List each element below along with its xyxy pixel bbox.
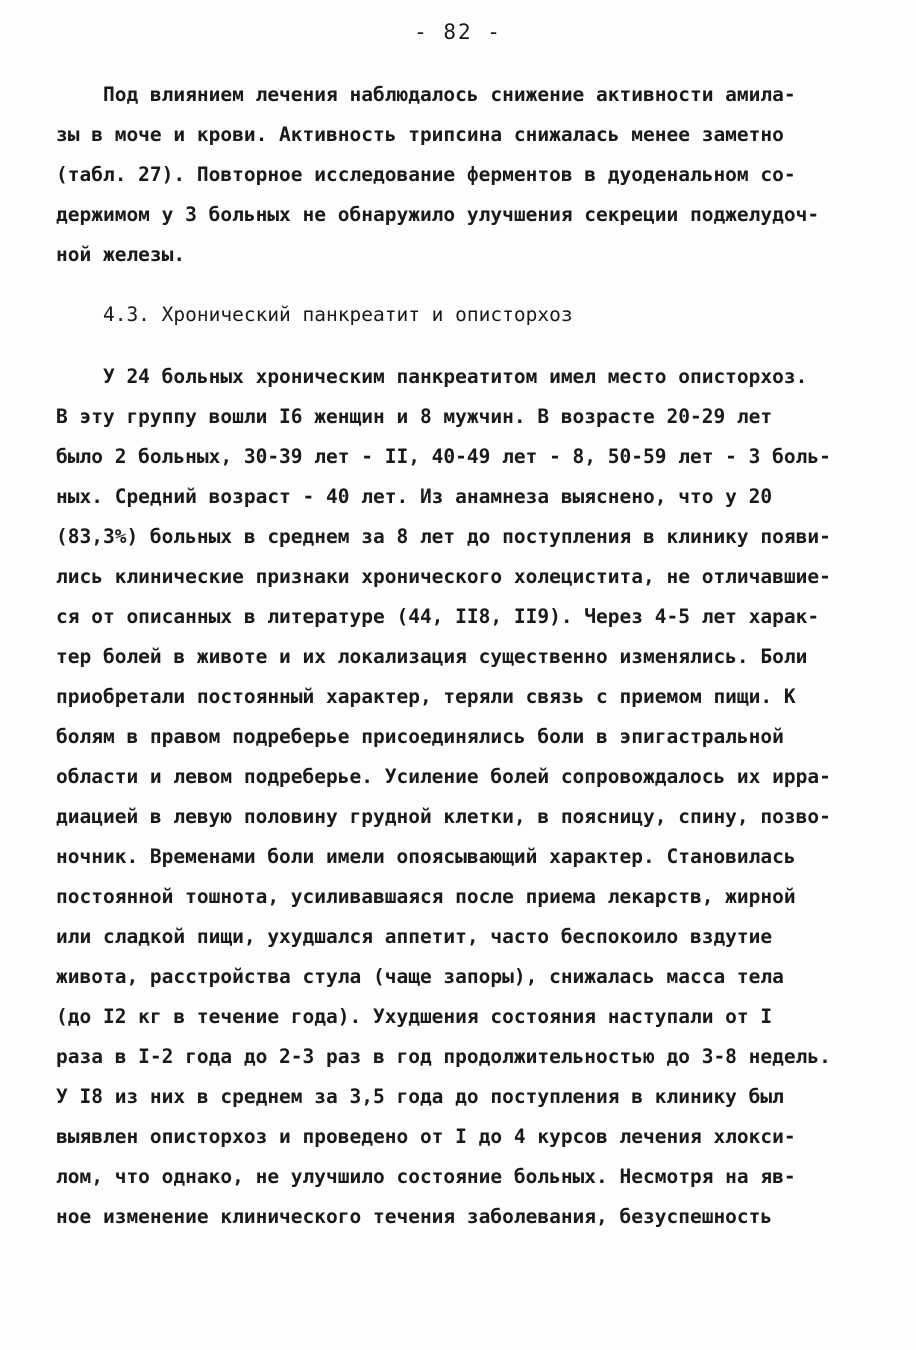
text-line: живота, расстройства стула (чаще запоры), снижалась масса тела (56, 965, 784, 988)
section-heading: 4.3. Хронический панкреатит и описторхоз (56, 303, 573, 326)
text-line: раза в I-2 года до 2-3 раз в год продолжительностью до 3-8 недель. (56, 1045, 831, 1068)
text-line: В эту группу вошли I6 женщин и 8 мужчин. В возрасте 20-29 лет (56, 405, 773, 428)
text-line: (83,3%) больных в среднем за 8 лет до поступления в клинику появи- (56, 525, 831, 548)
text-line: тер болей в животе и их локализация существенно изменялись. Боли (56, 645, 808, 668)
text-line: лись клинические признаки хронического холецистита, не отличавшие- (56, 565, 831, 588)
page-number: - 82 - (414, 20, 502, 44)
text-line: лом, что однако, не улучшило состояние больных. Несмотря на яв- (56, 1165, 796, 1188)
text-line: (до I2 кг в течение года). Ухудшения состояния наступали от I (56, 1005, 773, 1028)
text-line: или сладкой пищи, ухудшался аппетит, часто беспокоило вздутие (56, 925, 773, 948)
text-line: диацией в левую половину грудной клетки, в поясницу, спину, позво- (56, 805, 831, 828)
text-line: постоянной тошнота, усиливавшаяся после приема лекарств, жирной (56, 885, 796, 908)
text-line: У 24 больных хроническим панкреатитом имел место описторхоз. (56, 365, 808, 388)
text-line: зы в моче и крови. Активность трипсина снижалась менее заметно (56, 123, 784, 146)
text-line: У I8 из них в среднем за 3,5 года до поступления в клинику был (56, 1085, 784, 1108)
text-line: держимом у 3 больных не обнаружило улучшения секреции поджелудоч- (56, 203, 820, 226)
text-line: ночник. Временами боли имели опоясывающий характер. Становилась (56, 845, 796, 868)
text-line: ся от описанных в литературе (44, II8, II9). Через 4-5 лет харак- (56, 605, 820, 628)
text-line: Под влиянием лечения наблюдалось снижение активности амила- (56, 83, 796, 106)
text-line: было 2 больных, 30-39 лет - II, 40-49 лет - 8, 50-59 лет - 3 боль- (56, 445, 831, 468)
text-line: приобретали постоянный характер, теряли связь с приемом пищи. К (56, 685, 796, 708)
text-line: ное изменение клинического течения заболевания, безуспешность (56, 1205, 773, 1228)
text-line: ной железы. (56, 243, 186, 266)
text-line: области и левом подреберье. Усиление болей сопровождалось их ирра- (56, 765, 831, 788)
text-line: болям в правом подреберье присоединялись боли в эпигастральной (56, 725, 784, 748)
text-line: ных. Средний возраст - 40 лет. Из анамнеза выяснено, что у 20 (56, 485, 773, 508)
text-line: выявлен описторхоз и проведено от I до 4 курсов лечения хлокси- (56, 1125, 796, 1148)
text-line: (табл. 27). Повторное исследование ферментов в дуоденальном со- (56, 163, 796, 186)
